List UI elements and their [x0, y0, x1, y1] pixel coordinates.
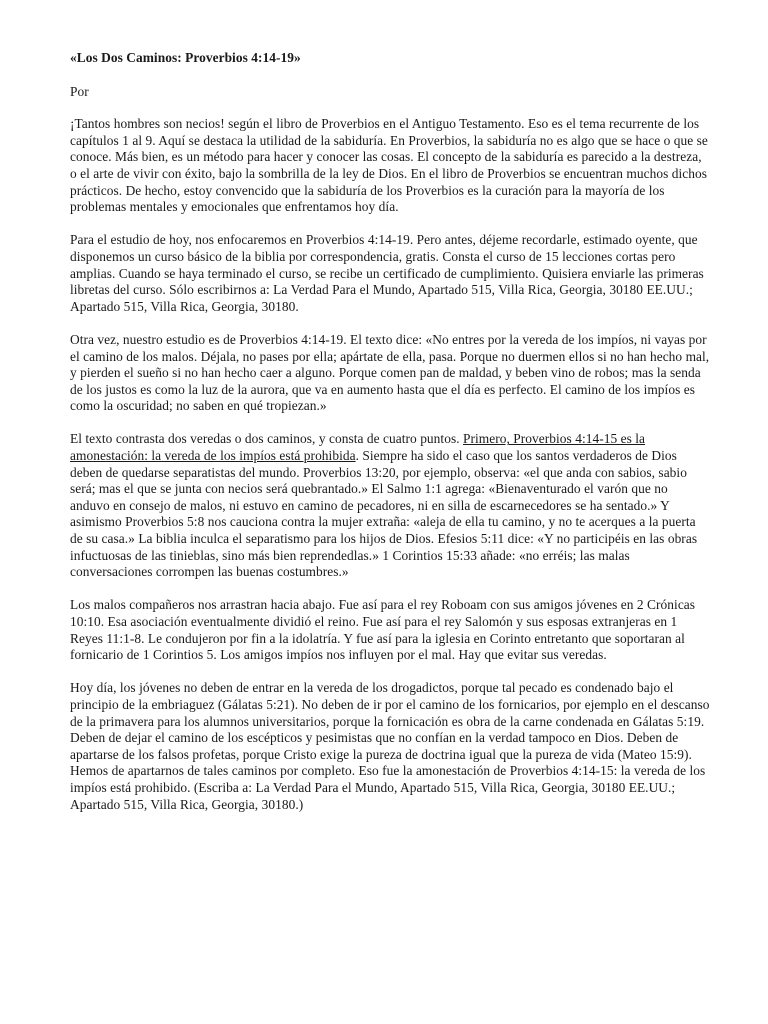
paragraph-youth-warning: Hoy día, los jóvenes no deben de entrar en la vereda de los drogadictos, porque tal pecado es condenado bajo el principio de la embriaguez (Gálatas 5:21). No deben de ir por el camino de los fornicarios, por ejemplo en el descanso de la primavera para los alumnos universitarios, porque la fornicación es obra de la carne condenada en Gálatas 5:19. Deben de dejar el camino de los escépticos y pesimistas que no confían en la verdad tampoco en Dios. Deben de apartarse de los falsos profetas, porque Cristo exige la pureza de doctrina igual que la pureza de vida (Mateo 15:9). Hemos de apartarnos de tales caminos por completo. Eso fue la amonestación de Proverbios 4:14-15: la vereda de los impíos está prohibido. (Escriba a: La Verdad Para el Mundo, Apartado 515, Villa Rica, Georgia, 30180 EE.UU.; Apartado 515, Villa Rica, Georgia, 30180.) [70, 680, 710, 812]
first-point-underlined: Primero, Proverbios 4:14-15 es la amonestación: la vereda de los impíos está prohibida [70, 431, 646, 464]
paragraph-course-offer: Para el estudio de hoy, nos enfocaremos en Proverbios 4:14-19. Pero antes, déjeme recordarle, estimado oyente, que disponemos un curso básico de la biblia por correspondencia, gratis. Consta el curso de 15 lecciones cortas pero amplias. Cuando se haya terminado el curso, se recibe un certificado de cumplimiento. Quisiera enviarle las primeras libretas del curso. Sólo escribirnos a: La Verdad Para el Mundo, Apartado 515, Villa Rica, Georgia, 30180 EE.UU.; Apartado 515, Villa Rica, Georgia, 30180. [70, 232, 704, 314]
document-page [70, 50, 710, 830]
paragraph-first-point [70, 431, 710, 580]
document-title: «Los Dos Caminos: Proverbios 4:14-19» [70, 50, 301, 65]
first-point-body: . Siempre ha sido el caso que los santos verdaderos de Dios deben de quedarse separatistas del mundo. Proverbios 13:20, por ejemplo, observa: «el que anda con sabios, sabio será; mas el que se junta con necios será quebrantado.» El Salmo 1:1 agrega: «Bienaventurado el varón que no anduvo en consejo de malos, ni estuvo en camino de pecadores, ni en silla de escarnecedores se ha sentado.» Y asimismo Proverbios 5:8 nos cauciona contra la mujer extraña: «aleja de ella tu camino, y no te acerques a la puerta de su casa.» La biblia inculca el separatismo para los hijos de Dios. Efesios 5:11 dice: «Y no participéis en las obras infuctuosas de las tinieblas, sino más bien reprendedlas.» 1 Corintios 15:33 añade: «no erréis; las malas conversaciones corrompen las buenas costumbres.» [70, 448, 698, 580]
paragraph-scripture-text: Otra vez, nuestro estudio es de Proverbios 4:14-19. El texto dice: «No entres por la vereda de los impíos, ni vayas por el camino de los malos. Déjala, no pases por ella; apártate de ella, pasa. Porque no duermen ellos si no han hecho mal, y pierden el sueño si no han hecho caer a alguno. Porque comen pan de maldad, y beben vino de robos; mas la senda de los justos es como la luz de la aurora, que va en aumento hasta que el día es perfecto. El camino de los impíos es como la oscuridad; no saben en qué tropiezan.» [70, 331, 710, 414]
paragraph-bad-company: Los malos compañeros nos arrastran hacia abajo. Fue así para el rey Roboam con sus amigos jóvenes en 2 Crónicas 10:10. Esa asociación eventualmente dividió el reino. Fue así para el rey Salomón y sus esposas extranjeras en 1 Reyes 11:1-8. Le condujeron por fin a la idolatría. Y fue así para la iglesia en Corinto entretanto que soportaran al fornicario de 1 Corintios 5. Los amigos impíos nos influyen por el mal. Hay que evitar sus veredas. [70, 597, 696, 663]
document-byline: Por [70, 83, 89, 99]
paragraph-intro: ¡Tantos hombres son necios! según el libro de Proverbios en el Antiguo Testamento. Eso es el tema recurrente de los capítulos 1 al 9. Aquí se destaca la utilidad de la sabiduría. En Proverbios, la sabiduría no es algo que se hace o que se conoce. Más bien, es un método para hacer y conocer las cosas. El concepto de la sabiduría es parecido a la destreza, o el arte de vivir con éxito, bajo la sombrilla de la ley de Dios. En el libro de Proverbios se encuentran muchos dichos prácticos. De hecho, estoy convencido que la sabiduría de los Proverbios es la curación para la mayoría de los problemas mentales y emocionales que enfrentamos hoy día. [70, 116, 708, 215]
first-point-lead: El texto contrasta dos veredas o dos caminos, y consta de cuatro puntos. [70, 431, 463, 447]
